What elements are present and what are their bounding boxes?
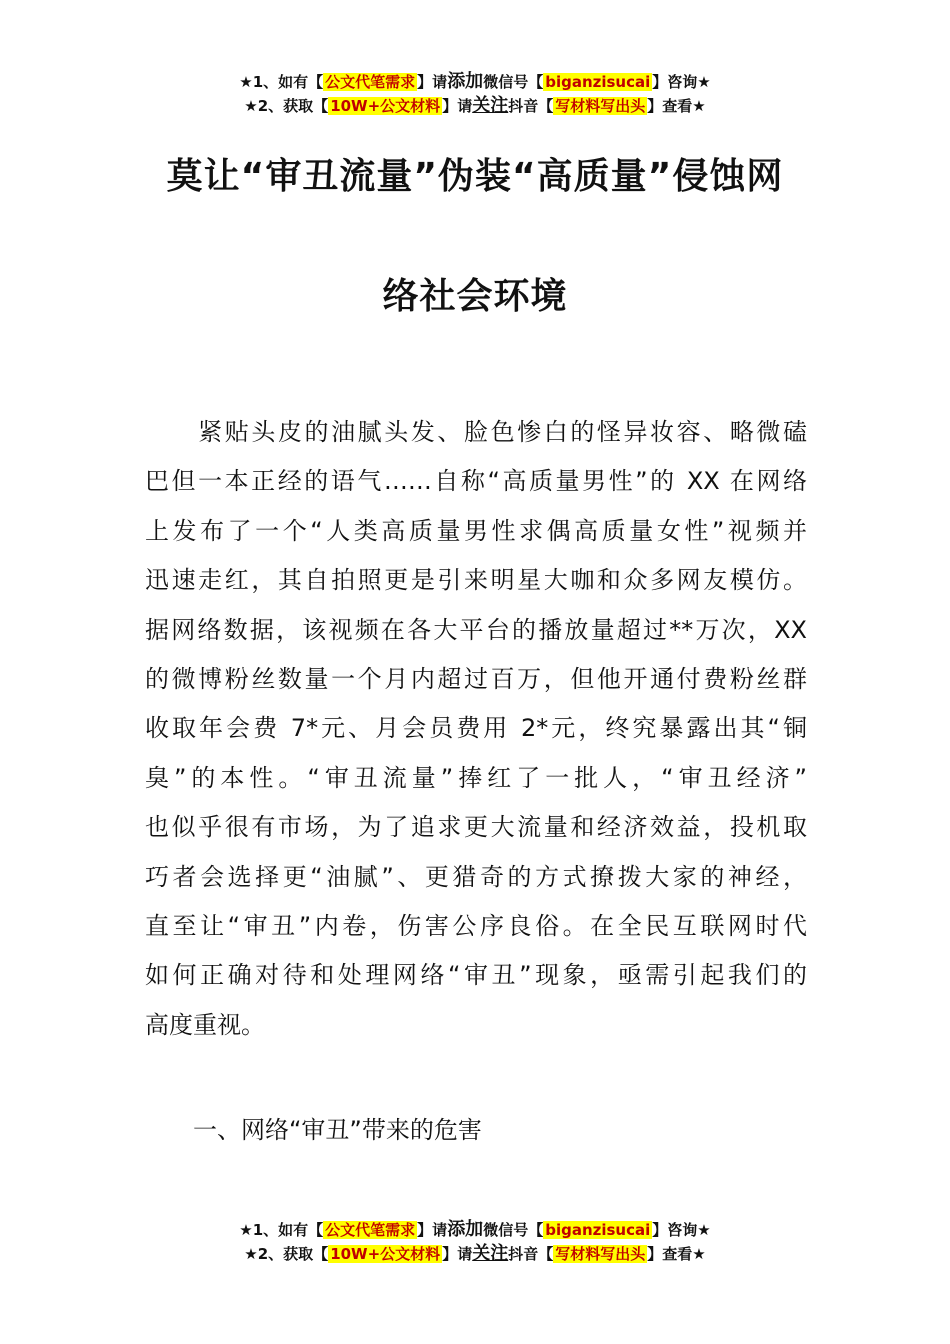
paragraph-line: 臭”的本性。“审丑流量”捧红了一批人，“审丑经济” bbox=[145, 763, 807, 792]
bottom-banner bbox=[0, 1218, 950, 1266]
banner-highlight: 公文代笔需求 bbox=[325, 1221, 416, 1239]
paragraph-line: 上发布了一个“人类高质量男性求偶高质量女性”视频并 bbox=[145, 516, 807, 545]
banner-line-1 bbox=[0, 70, 950, 94]
banner-line-1 bbox=[0, 1218, 950, 1242]
banner-text: 微信号【 bbox=[483, 73, 544, 91]
banner-text: 】请 bbox=[442, 1245, 473, 1263]
banner-emphasis: 关注 bbox=[472, 95, 509, 116]
banner-text: 微信号【 bbox=[483, 1221, 544, 1239]
banner-text: ★1、如有【 bbox=[239, 1221, 324, 1239]
paragraph-line: 直至让“审丑”内卷，伤害公序良俗。在全民互联网时代 bbox=[145, 911, 807, 940]
paragraph-line: 巴但一本正经的语气……自称“高质量男性”的 XX 在网络 bbox=[145, 467, 807, 496]
paragraph-line: 迅速走红，其自拍照更是引来明星大咖和众多网友模仿。 bbox=[145, 566, 807, 595]
banner-text: ★1、如有【 bbox=[239, 73, 324, 91]
paragraph-line: 如何正确对待和处理网络“审丑”现象，亟需引起我们的 bbox=[145, 961, 807, 990]
paragraph-line: 据网络数据，该视频在各大平台的播放量超过**万次，XX bbox=[145, 615, 807, 644]
paragraph-line: 的微博粉丝数量一个月内超过百万，但他开通付费粉丝群 bbox=[145, 664, 807, 693]
banner-emphasis: 关注 bbox=[472, 1243, 509, 1264]
banner-text: 抖音【 bbox=[508, 97, 554, 115]
banner-text: 】查看★ bbox=[647, 97, 706, 115]
banner-highlight: 10W+公文材料 bbox=[330, 1245, 441, 1263]
banner-wechat-id: biganzisucai bbox=[545, 73, 651, 91]
banner-text: 】请 bbox=[417, 73, 448, 91]
banner-text: 】查看★ bbox=[647, 1245, 706, 1263]
banner-text: 】咨询★ bbox=[652, 73, 711, 91]
banner-text: ★2、获取【 bbox=[244, 97, 329, 115]
banner-highlight: 10W+公文材料 bbox=[330, 97, 441, 115]
banner-line-2 bbox=[0, 94, 950, 118]
paragraph-line: 高度重视。 bbox=[145, 1010, 265, 1039]
banner-text: 】请 bbox=[442, 97, 473, 115]
banner-douyin-id: 写材料写出头 bbox=[555, 1245, 646, 1263]
paragraph-line: 紧贴头皮的油腻头发、脸色惨白的怪异妆容、略微磕 bbox=[145, 418, 807, 446]
banner-highlight: 公文代笔需求 bbox=[325, 73, 416, 91]
document-title-line-2: 络社会环境 bbox=[382, 276, 568, 317]
banner-text: 抖音【 bbox=[508, 1245, 554, 1263]
banner-douyin-id: 写材料写出头 bbox=[555, 97, 646, 115]
top-banner bbox=[0, 70, 950, 118]
banner-wechat-id: biganzisucai bbox=[545, 1221, 651, 1239]
paragraph-line: 巧者会选择更“油腻”、更猎奇的方式撩拨大家的神经， bbox=[145, 862, 807, 891]
document-title-line-1: 莫让“审丑流量”伪装“高质量”侵蚀网 bbox=[166, 156, 784, 197]
paragraph-line: 收取年会费 7*元、月会员费用 2*元，终究暴露出其“铜 bbox=[145, 714, 807, 743]
banner-text: 】请 bbox=[417, 1221, 448, 1239]
banner-line-2 bbox=[0, 1242, 950, 1266]
section-heading: 一、网络“审丑”带来的危害 bbox=[193, 1116, 482, 1144]
paragraph-line: 也似乎很有市场，为了追求更大流量和经济效益，投机取 bbox=[145, 813, 807, 842]
body-paragraph bbox=[145, 408, 807, 1050]
banner-emphasis: 添加 bbox=[447, 1219, 484, 1240]
banner-text: 】咨询★ bbox=[652, 1221, 711, 1239]
banner-emphasis: 添加 bbox=[447, 71, 484, 92]
banner-text: ★2、获取【 bbox=[244, 1245, 329, 1263]
